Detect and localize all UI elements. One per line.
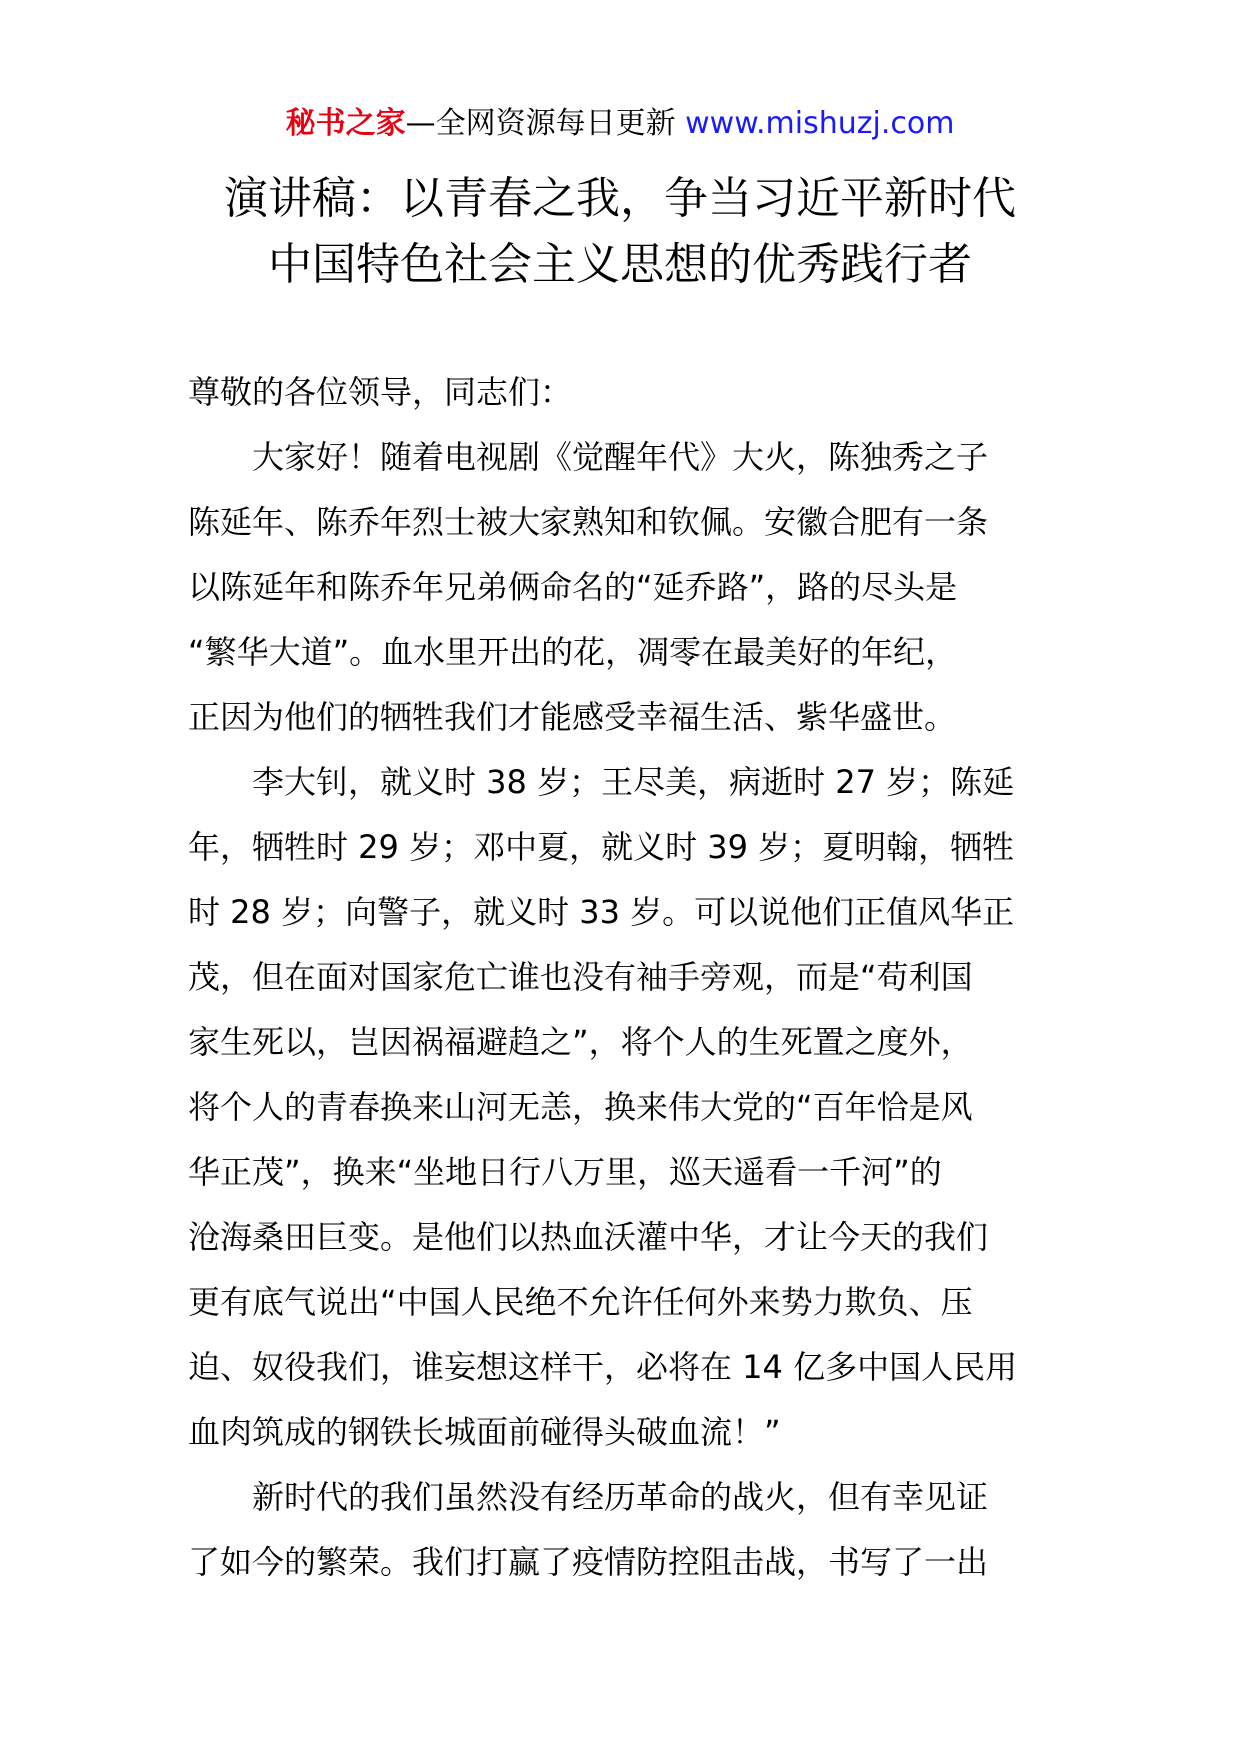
site-banner [0,104,1240,144]
text-line: 茂，但在面对国家危亡谁也没有袖手旁观，而是“苟利国 [188,958,973,996]
text-line: 时 28 岁；向警子，就义时 33 岁。可以说他们正值风华正 [188,893,1015,931]
text-line: 更有底气说出“中国人民绝不允许任何外来势力欺负、压 [188,1283,973,1321]
document-body [188,360,1054,1595]
text-line: 陈延年、陈乔年烈士被大家熟知和钦佩。安徽合肥有一条 [188,503,989,541]
text-line: 正因为他们的牺牲我们才能感受幸福生活、紫华盛世。 [188,698,957,736]
text-line: 了如今的繁荣。我们打赢了疫情防控阻击战，书写了一出 [188,1543,989,1581]
site-url-link[interactable]: www.mishuzj.com [685,106,955,141]
brand-name: 秘书之家 [285,106,406,141]
text-line: 华正茂”，换来“坐地日行八万里，巡天遥看一千河”的 [188,1153,942,1191]
text-line: 迫、奴役我们，谁妄想这样干，必将在 14 亿多中国人民用 [188,1348,1018,1386]
text-line: 新时代的我们虽然没有经历革命的战火，但有幸见证 [252,1478,989,1516]
text-line: 家生死以，岂因祸福避趋之”，将个人的生死置之度外， [188,1023,973,1061]
salutation: 尊敬的各位领导，同志们： [188,373,573,411]
text-line: 将个人的青春换来山河无恙，换来伟大党的“百年恰是风 [188,1088,973,1126]
document-title [0,166,1240,298]
title-line-2: 中国特色社会主义思想的优秀践行者 [268,239,972,290]
text-line: “繁华大道”。血水里开出的花，凋零在最美好的年纪， [188,633,958,671]
text-line: 年，牺牲时 29 岁；邓中夏，就义时 39 岁；夏明翰，牺牲 [188,828,1015,866]
banner-tagline: —全网资源每日更新 [405,106,686,141]
paragraph-2 [188,750,1054,1465]
paragraph-1 [188,425,1054,750]
text-line: 以陈延年和陈乔年兄弟俩命名的“延乔路”，路的尽头是 [188,568,958,606]
text-line: 大家好！随着电视剧《觉醒年代》大火，陈独秀之子 [252,438,989,476]
text-line: 血肉筑成的钢铁长城面前碰得头破血流！” [188,1413,781,1451]
paragraph-3 [188,1465,1054,1595]
text-line: 沧海桑田巨变。是他们以热血沃灌中华，才让今天的我们 [188,1218,989,1256]
text-line: 李大钊，就义时 38 岁；王尽美，病逝时 27 岁；陈延 [252,763,1015,801]
title-line-1: 演讲稿：以青春之我，争当习近平新时代 [224,173,1016,224]
